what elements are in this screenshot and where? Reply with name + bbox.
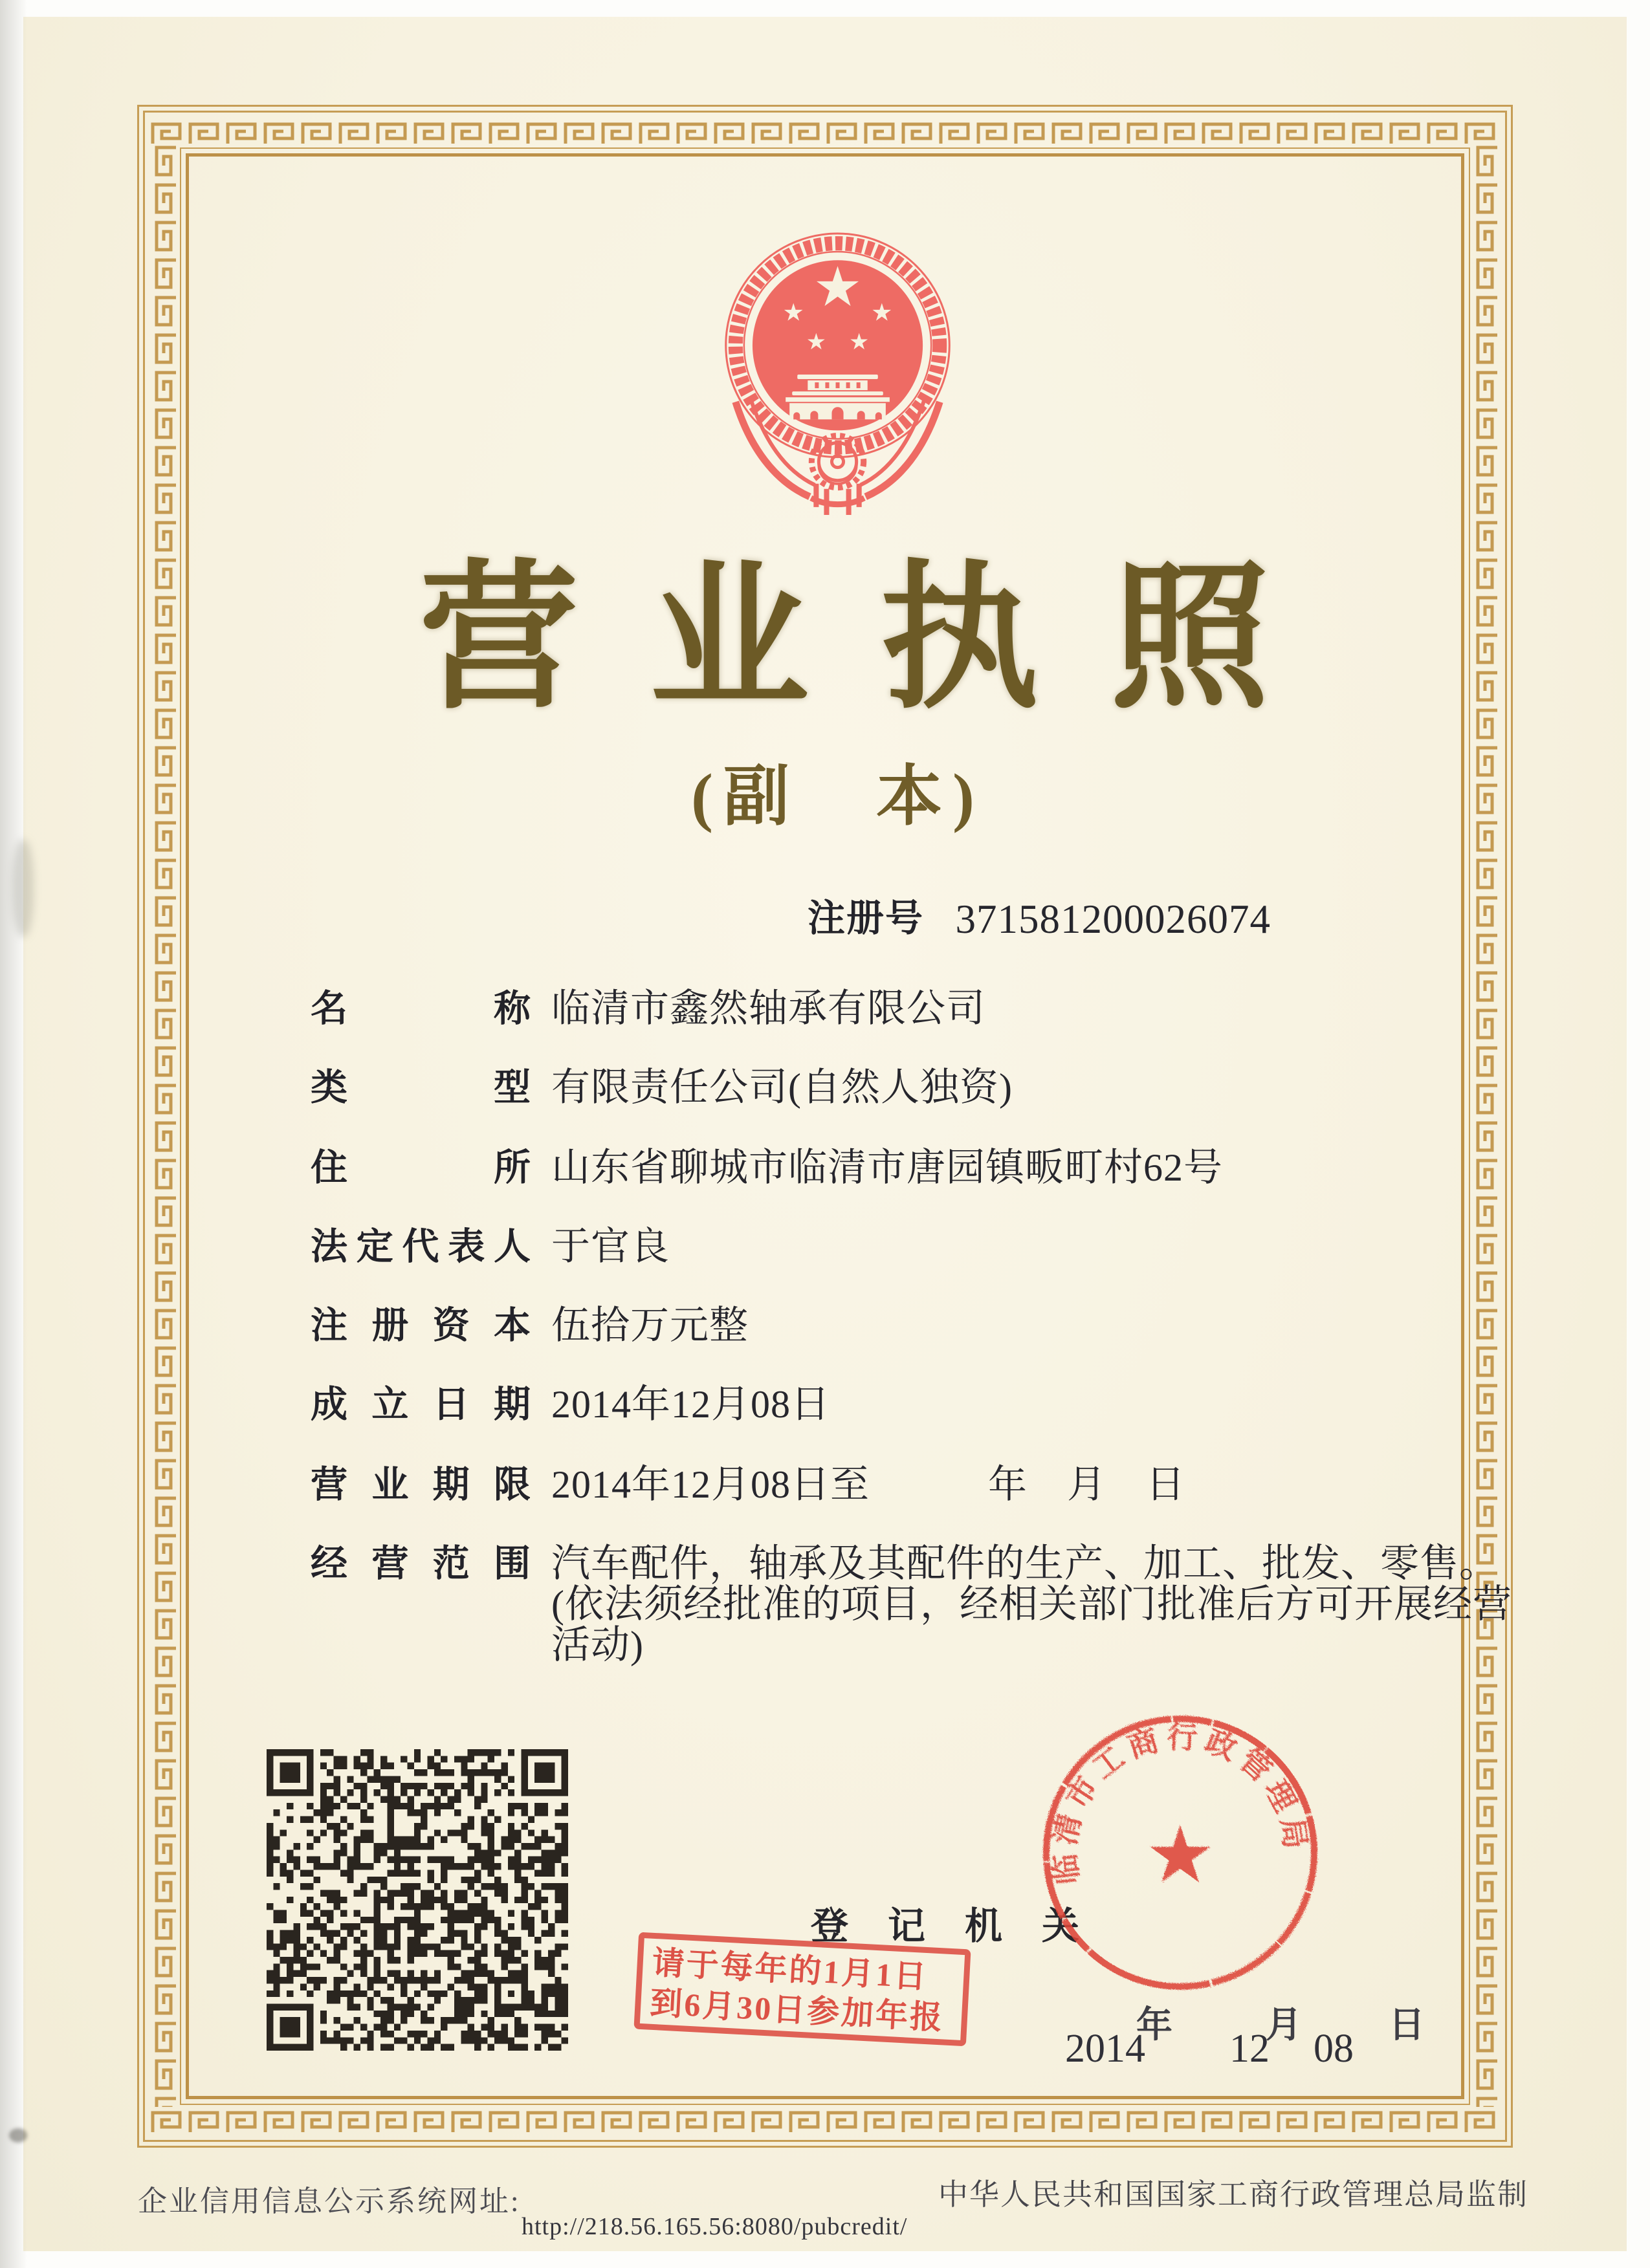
date-day-value: 08: [1314, 2027, 1354, 2071]
field-row-name: [311, 988, 985, 1030]
border-meander-right: [1472, 146, 1499, 2107]
field-label: 住所: [311, 1147, 531, 1188]
field-value: 2014年12月08日: [551, 1383, 830, 1426]
scan-speck: [9, 2128, 27, 2143]
license-title: 营业执照: [419, 549, 1341, 727]
credit-info-url: http://218.56.165.56:8080/pubcredit/: [522, 2213, 908, 2240]
field-row-legal-rep: [311, 1227, 670, 1268]
field-value: 山东省聊城市临清市唐园镇畈町村62号: [551, 1146, 1223, 1189]
field-label: 注册资本: [311, 1305, 531, 1346]
national-emblem-icon: [712, 226, 956, 519]
license-subtitle: (副 本): [691, 761, 985, 834]
field-row-address: [311, 1148, 1223, 1189]
scan-smudge: [13, 840, 34, 937]
field-value: 伍拾万元整: [551, 1304, 749, 1347]
field-label: 类型: [311, 1067, 531, 1108]
field-row-type: [311, 1067, 1013, 1109]
credit-info-site-label: 企业信用信息公示系统网址:: [138, 2185, 521, 2218]
registry-authority-label: 登记机关: [811, 1905, 1079, 1947]
official-seal: [1039, 1712, 1321, 1994]
date-year-value: 2014: [1065, 2027, 1145, 2071]
date-month-value: 12: [1229, 2027, 1270, 2071]
field-value: 有限责任公司(自然人独资): [551, 1066, 1013, 1109]
field-value: 于官良: [551, 1225, 670, 1268]
seal-star-icon: [1150, 1825, 1210, 1882]
field-row-business-scope: [311, 1543, 1512, 1666]
annual-stamp-line-2: 到6月30日参加年报: [649, 1984, 945, 2036]
date-month-label: 月: [1266, 2004, 1302, 2045]
border-meander-left: [151, 146, 178, 2107]
field-label: 成立日期: [311, 1384, 531, 1425]
field-value-multiline: [551, 1543, 1512, 1666]
scanner-edge-shadow: [0, 0, 27, 2268]
annual-report-stamp: [633, 1932, 971, 2047]
field-label: 法定代表人: [311, 1226, 531, 1267]
scope-line-1: 汽车配件，轴承及其配件的生产、加工、批发、零售。: [551, 1542, 1499, 1585]
field-row-business-term: [311, 1465, 1185, 1506]
border-meander-top: [151, 118, 1499, 146]
date-day-label: 日: [1389, 2004, 1425, 2045]
field-label: 营业期限: [311, 1464, 531, 1505]
scope-line-3: 活动): [551, 1624, 644, 1666]
seal-text: 临清市工商行政管理局: [1046, 1719, 1314, 1886]
field-row-capital: [311, 1305, 749, 1347]
field-value: 临清市鑫然轴承有限公司: [551, 987, 985, 1030]
field-label: 名称: [311, 988, 531, 1029]
scope-line-2: (依法须经批准的项目，经相关部门批准后方可开展经营: [551, 1583, 1512, 1626]
field-row-establish-date: [311, 1384, 830, 1426]
qr-code: [267, 1749, 568, 2051]
supervisor-label: 中华人民共和国国家工商行政管理总局监制: [938, 2178, 1528, 2211]
registration-number-row: [808, 898, 1271, 941]
annual-stamp-line-1: 请于每年的1月1日: [651, 1944, 929, 1996]
gear-icon: [811, 435, 863, 487]
registration-number-label: 注册号: [808, 897, 925, 939]
field-value: 2014年12月08日至 年 月 日: [551, 1463, 1185, 1506]
date-year-label: 年: [1136, 2004, 1172, 2045]
field-label: 经营范围: [311, 1543, 531, 1584]
border-meander-bottom: [151, 2107, 1499, 2134]
registration-number-value: 371581200026074: [955, 897, 1271, 942]
